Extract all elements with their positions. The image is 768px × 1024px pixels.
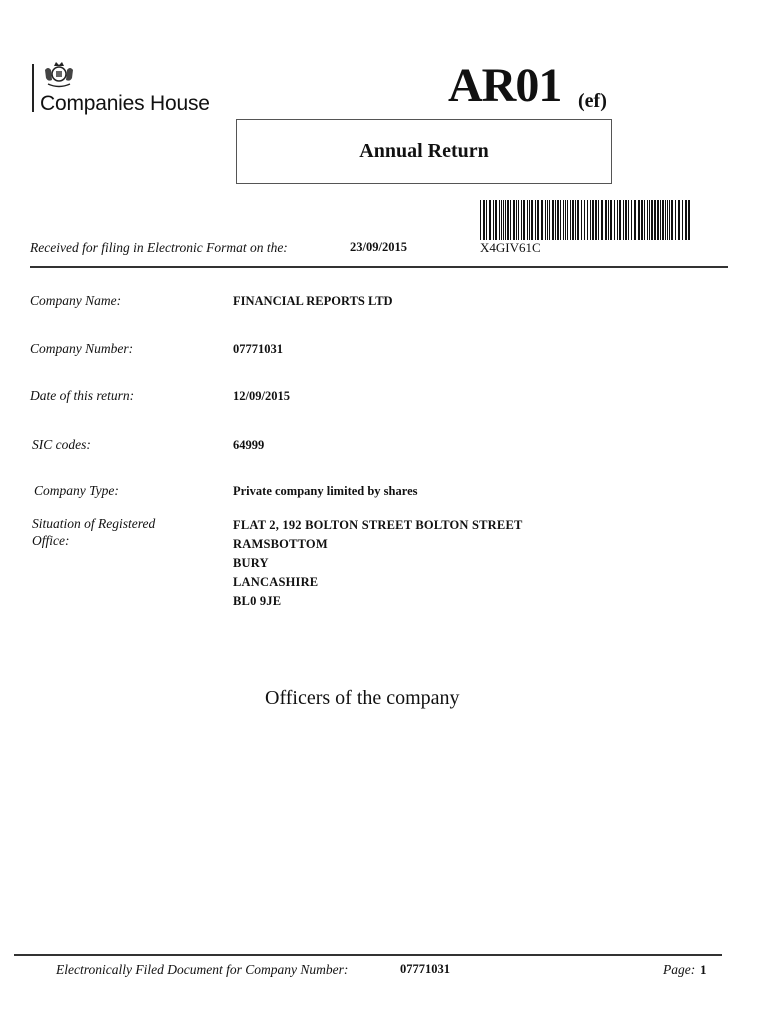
registered-office-label-line: Situation of Registered [32,516,156,531]
registered-office-label [32,515,155,549]
barcode-bar [529,200,530,240]
barcode-bar [581,200,582,240]
barcode-bar [657,200,659,240]
barcode-bar [678,200,680,240]
barcode-bar [499,200,500,240]
return-date-value: 12/09/2015 [233,389,290,403]
barcode-bar [605,200,607,240]
barcode-bar [535,200,536,240]
barcode-bar [549,200,550,240]
barcode-bar [682,200,683,240]
barcode-bar [518,200,519,240]
barcode-bar [493,200,494,240]
barcode-bar [651,200,653,240]
barcode-bar [555,200,556,240]
company-number-value: 07771031 [233,342,283,356]
barcode-bar [545,200,546,240]
barcode-bar [537,200,539,240]
companies-house-logo-text: Companies House [40,92,210,115]
address-line: BURY [233,556,269,570]
received-date: 23/09/2015 [350,240,407,254]
barcode-bar [634,200,636,240]
barcode-bar [617,200,618,240]
barcode-bar [641,200,643,240]
barcode-bar [503,200,504,240]
barcode-bar [523,200,525,240]
barcode-bar [521,200,522,240]
barcode-bar [560,200,561,240]
sic-codes-value: 64999 [233,438,265,452]
barcode-bar [671,200,673,240]
barcode-bar [631,200,632,240]
barcode-bar [513,200,515,240]
barcode-bar [688,200,690,240]
barcode-bar [665,200,666,240]
barcode-bar [495,200,497,240]
barcode-bar [614,200,615,240]
barcode-bar [590,200,591,240]
barcode-bar [638,200,640,240]
address-line: FLAT 2, 192 BOLTON STREET BOLTON STREET [233,518,523,532]
barcode-bar [563,200,564,240]
barcode-bar [587,200,588,240]
barcode-bar [527,200,528,240]
footer-rule [14,954,722,956]
barcode-bar [608,200,609,240]
barcode-bar [531,200,533,240]
received-label: Received for filing in Electronic Format on the: [30,240,288,255]
barcode-bar [572,200,574,240]
return-date-label: Date of this return: [30,388,135,403]
barcode-bar [662,200,664,240]
barcode-bar [675,200,676,240]
registered-office-label-line: Office: [32,533,70,548]
barcode-bar [619,200,621,240]
barcode-bar [516,200,517,240]
address-line: RAMSBOTTOM [233,537,328,551]
barcode-bar [610,200,612,240]
barcode [478,200,694,240]
address-line: BL0 9JE [233,594,282,608]
barcode-bar [567,200,568,240]
barcode-bar [575,200,576,240]
barcode-bar [669,200,670,240]
form-suffix: (ef) [578,90,607,112]
company-name-label: Company Name: [30,293,122,308]
barcode-bar [601,200,603,240]
barcode-bar [570,200,571,240]
form-code: AR01 [448,59,562,112]
barcode-bar [649,200,650,240]
barcode-bar [557,200,559,240]
barcode-bar [486,200,487,240]
registered-office-address [233,516,523,611]
barcode-bar [501,200,502,240]
barcode-bar [489,200,491,240]
barcode-bar [647,200,648,240]
barcode-bar [595,200,597,240]
barcode-bar [654,200,656,240]
barcode-bar [644,200,645,240]
barcode-bar [598,200,599,240]
barcode-bar [480,200,481,240]
company-name-value: FINANCIAL REPORTS LTD [233,294,393,308]
barcode-bar [685,200,687,240]
page-label: Page: [663,962,696,977]
barcode-bar [547,200,548,240]
barcode-bar [507,200,509,240]
barcode-bar [625,200,627,240]
sic-codes-label: SIC codes: [32,437,91,452]
company-type-label: Company Type: [34,483,119,498]
barcode-bar [510,200,511,240]
barcode-bar [660,200,661,240]
logo-divider [32,64,34,112]
header-rule [30,266,728,268]
footer-company-number: 07771031 [400,962,450,976]
company-number-label: Company Number: [30,341,134,356]
barcode-bar [505,200,506,240]
barcode-bar [552,200,554,240]
barcode-bar [628,200,629,240]
barcode-text: X4GIV61C [480,240,541,255]
barcode-bar [584,200,585,240]
document-title: Annual Return [359,140,489,162]
page-number: 1 [700,962,707,977]
barcode-bar [541,200,543,240]
address-line: LANCASHIRE [233,575,319,589]
barcode-bar [592,200,594,240]
barcode-bar [667,200,668,240]
barcode-bar [483,200,485,240]
barcode-bar [577,200,579,240]
royal-crest-icon [42,60,76,90]
barcode-bar [565,200,566,240]
officers-heading: Officers of the company [265,687,460,709]
title-box [236,119,612,184]
company-type-value: Private company limited by shares [233,484,418,498]
footer-label: Electronically Filed Document for Company Number: [56,962,349,977]
barcode-bar [623,200,624,240]
